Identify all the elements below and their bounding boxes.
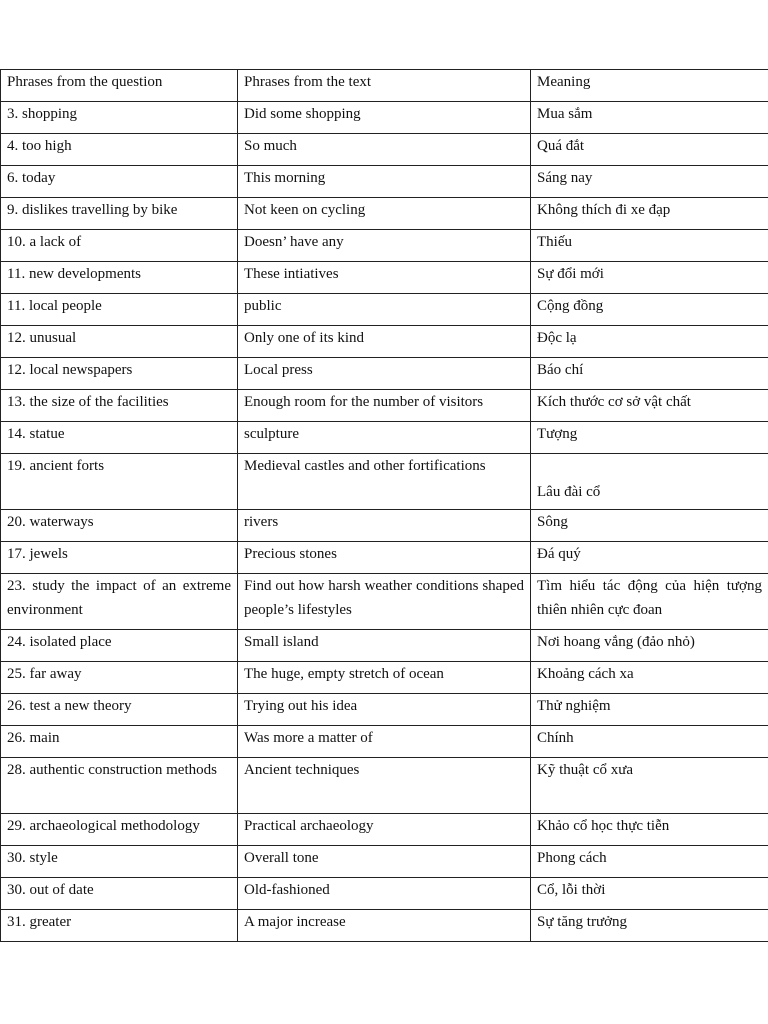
question-phrase-cell: 14. statue xyxy=(1,422,238,454)
table-row xyxy=(1,510,768,542)
text-phrase-cell: public xyxy=(238,294,531,326)
question-phrase-cell: 26. main xyxy=(1,726,238,758)
question-phrase-cell: 3. shopping xyxy=(1,102,238,134)
meaning-cell: Sự tăng trưởng xyxy=(531,910,768,942)
header-cell-question: Phrases from the question xyxy=(1,70,238,102)
question-phrase-cell: 30. out of date xyxy=(1,878,238,910)
question-phrase-cell: 31. greater xyxy=(1,910,238,942)
text-phrase-cell: Was more a matter of xyxy=(238,726,531,758)
table-row xyxy=(1,814,768,846)
meaning-cell: Sông xyxy=(531,510,768,542)
table-row xyxy=(1,358,768,390)
text-phrase-cell: These intiatives xyxy=(238,262,531,294)
text-phrase-cell: Only one of its kind xyxy=(238,326,531,358)
meaning-cell: Kỹ thuật cổ xưa xyxy=(531,758,768,814)
question-phrase-cell: 11. local people xyxy=(1,294,238,326)
table-row xyxy=(1,630,768,662)
table-row xyxy=(1,230,768,262)
text-phrase-cell: So much xyxy=(238,134,531,166)
vocabulary-table xyxy=(0,69,768,942)
table-row xyxy=(1,326,768,358)
table-row xyxy=(1,574,768,630)
text-phrase-cell: rivers xyxy=(238,510,531,542)
table-row xyxy=(1,454,768,510)
meaning-cell: Khoảng cách xa xyxy=(531,662,768,694)
question-phrase-cell: 11. new developments xyxy=(1,262,238,294)
table-row xyxy=(1,910,768,942)
table-row xyxy=(1,694,768,726)
meaning-cell: Lâu đài cổ xyxy=(531,454,768,510)
table-row xyxy=(1,166,768,198)
question-phrase-cell: 10. a lack of xyxy=(1,230,238,262)
meaning-cell: Kích thước cơ sở vật chất xyxy=(531,390,768,422)
question-phrase-cell: 20. waterways xyxy=(1,510,238,542)
question-phrase-cell: 4. too high xyxy=(1,134,238,166)
table-row xyxy=(1,726,768,758)
table-row xyxy=(1,542,768,574)
text-phrase-cell: Did some shopping xyxy=(238,102,531,134)
question-phrase-cell: 17. jewels xyxy=(1,542,238,574)
text-phrase-cell: Overall tone xyxy=(238,846,531,878)
question-phrase-cell: 19. ancient forts xyxy=(1,454,238,510)
table-row xyxy=(1,846,768,878)
text-phrase-cell: Medieval castles and other fortifications xyxy=(238,454,531,510)
question-phrase-cell: 25. far away xyxy=(1,662,238,694)
text-phrase-cell: Find out how harsh weather conditions shaped people’s lifestyles xyxy=(238,574,531,630)
question-phrase-cell: 28. authentic construction methods xyxy=(1,758,238,814)
table-row xyxy=(1,198,768,230)
meaning-cell: Thử nghiệm xyxy=(531,694,768,726)
question-phrase-cell: 12. unusual xyxy=(1,326,238,358)
meaning-cell: Nơi hoang vắng (đảo nhỏ) xyxy=(531,630,768,662)
meaning-cell: Khảo cổ học thực tiễn xyxy=(531,814,768,846)
header-row xyxy=(1,70,768,102)
table-row xyxy=(1,262,768,294)
meaning-cell: Thiếu xyxy=(531,230,768,262)
table-row xyxy=(1,758,768,814)
text-phrase-cell: Old-fashioned xyxy=(238,878,531,910)
meaning-cell: Mua sắm xyxy=(531,102,768,134)
table-row xyxy=(1,102,768,134)
question-phrase-cell: 23. study the impact of an extreme environment xyxy=(1,574,238,630)
meaning-cell: Sáng nay xyxy=(531,166,768,198)
text-phrase-cell: Precious stones xyxy=(238,542,531,574)
text-phrase-cell: The huge, empty stretch of ocean xyxy=(238,662,531,694)
text-phrase-cell: This morning xyxy=(238,166,531,198)
question-phrase-cell: 12. local newspapers xyxy=(1,358,238,390)
meaning-cell: Độc lạ xyxy=(531,326,768,358)
table-row xyxy=(1,390,768,422)
text-phrase-cell: Doesn’ have any xyxy=(238,230,531,262)
header-cell-text: Phrases from the text xyxy=(238,70,531,102)
question-phrase-cell: 24. isolated place xyxy=(1,630,238,662)
question-phrase-cell: 9. dislikes travelling by bike xyxy=(1,198,238,230)
meaning-cell: Chính xyxy=(531,726,768,758)
meaning-cell: Không thích đi xe đạp xyxy=(531,198,768,230)
meaning-cell: Quá đắt xyxy=(531,134,768,166)
text-phrase-cell: sculpture xyxy=(238,422,531,454)
question-phrase-cell: 6. today xyxy=(1,166,238,198)
table-row xyxy=(1,662,768,694)
table-row xyxy=(1,294,768,326)
header-cell-meaning: Meaning xyxy=(531,70,768,102)
table-row xyxy=(1,134,768,166)
table-row xyxy=(1,422,768,454)
text-phrase-cell: Ancient techniques xyxy=(238,758,531,814)
text-phrase-cell: Small island xyxy=(238,630,531,662)
text-phrase-cell: Enough room for the number of visitors xyxy=(238,390,531,422)
meaning-cell: Đá quý xyxy=(531,542,768,574)
text-phrase-cell: A major increase xyxy=(238,910,531,942)
meaning-cell: Tìm hiểu tác động của hiện tượng thiên nhiên cực đoan xyxy=(531,574,768,630)
text-phrase-cell: Practical archaeology xyxy=(238,814,531,846)
text-phrase-cell: Not keen on cycling xyxy=(238,198,531,230)
table-row xyxy=(1,878,768,910)
meaning-cell: Cộng đồng xyxy=(531,294,768,326)
question-phrase-cell: 13. the size of the facilities xyxy=(1,390,238,422)
meaning-cell: Cổ, lỗi thời xyxy=(531,878,768,910)
meaning-cell: Sự đổi mới xyxy=(531,262,768,294)
text-phrase-cell: Local press xyxy=(238,358,531,390)
question-phrase-cell: 26. test a new theory xyxy=(1,694,238,726)
meaning-cell: Phong cách xyxy=(531,846,768,878)
meaning-cell: Báo chí xyxy=(531,358,768,390)
question-phrase-cell: 30. style xyxy=(1,846,238,878)
question-phrase-cell: 29. archaeological methodology xyxy=(1,814,238,846)
text-phrase-cell: Trying out his idea xyxy=(238,694,531,726)
meaning-cell: Tượng xyxy=(531,422,768,454)
